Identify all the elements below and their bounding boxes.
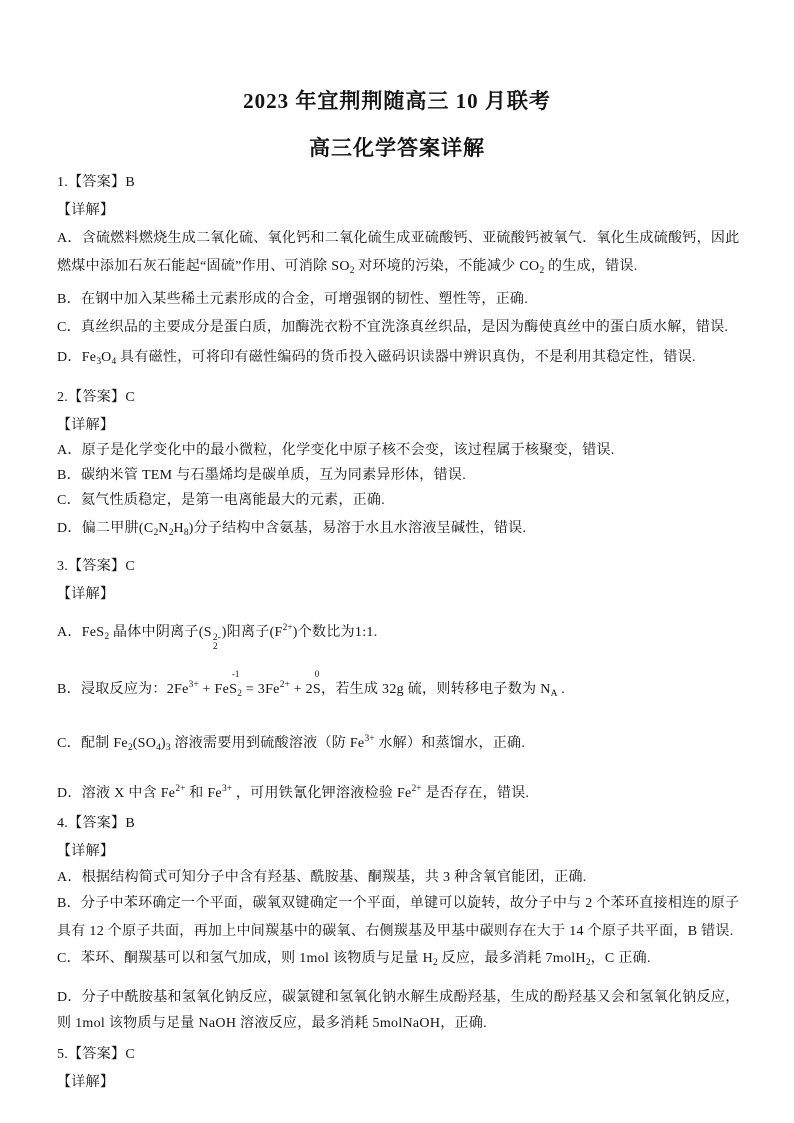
document-title: 2023 年宜荆荆随高三 10 月联考 [243,89,551,113]
stacked-charge-notation: 2- 2 [212,633,221,652]
answer-line [57,388,737,408]
oxidation-state-notation: -1 $S_2$ [229,669,242,699]
explanation-line: A．原子是化学变化中的最小微粒，化学变化中原子核不会变，该过程属于核聚变，错误. [57,443,615,458]
answer-letter: C [125,1047,135,1062]
detail-label: 【详解】 [57,1075,115,1090]
explanation-line: C．真丝织品的主要成分是蛋白质，加酶洗衣粉不宜洗涤真丝织品，是因为酶使真丝中的蛋白质水解，错误. [57,320,729,335]
answer-letter: C [125,559,135,574]
explanation-line: B．碳纳米管 TEM 与石墨烯均是碳单质，互为同素异形体，错误. [57,468,466,483]
document-subtitle: 高三化学答案详解 [309,136,485,160]
answer-label: 【答案】 [68,390,126,405]
answer-letter: B [125,816,135,831]
detail-label: 【详解】 [57,203,115,218]
answer-line [57,1045,737,1065]
explanation-line: D．溶液 X 中含 $Fe^{2+}$ 和 $Fe^{3+}$ ，可用铁氰化钾溶液检验 $Fe^{2+}$ 是否存在，错误. [57,784,530,801]
explanation-line: C．苯环、酮羰基可以和氢气加成，则 1mol 该物质与足量 $H_2$ 反应，最多消耗 7molH$_2$，C 正确. [57,951,651,968]
question-number: 4. [57,816,69,831]
explanation-line: 则 1mol 该物质与足量 NaOH 溶液反应，最多消耗 5molNaOH，正确. [57,1016,487,1031]
question-number: 3. [57,559,69,574]
answer-line [57,814,737,834]
explanation-line: B．在钢中加入某些稀土元素形成的合金，可增强钢的韧性、塑性等，正确. [57,292,529,307]
answer-line [57,173,737,193]
answer-letter: B [125,175,135,190]
answer-label: 【答案】 [68,1047,126,1062]
explanation-line: C．氦气性质稳定，是第一电离能最大的元素，正确. [57,493,386,508]
detail-label: 【详解】 [57,418,115,433]
explanation-line: D．分子中酰胺基和氢氧化钠反应，碳氯键和氢氧化钠水解生成酚羟基，生成的酚羟基又会和氢氧化钠反应， [57,990,740,1005]
explanation-line: D．偏二甲肼$(C_2N_2H_8)$分子结构中含氨基，易溶于水且水溶液呈碱性，错误. [57,521,527,538]
explanation-line: B．浸取反应为：$2Fe^{3+} + Fe$ -1 $S_2 = 3Fe^{2+} + 2$ 0 S，若生成 32g 硫，则转移电子数为 $N_A$ . [57,675,737,704]
answer-line [57,557,737,577]
question-number: 5. [57,1047,69,1062]
answers-list [57,173,740,1093]
answer-letter: C [125,390,135,405]
question-number: 1. [57,175,69,190]
explanation-line: A．根据结构简式可知分子中含有羟基、酰胺基、酮羰基，共 3 种含氧官能团，正确. [57,870,587,885]
explanation-line: B．分子中苯环确定一个平面，碳氧双键确定一个平面，单键可以旋转，故分子中与 2 个苯环直接相连的原子 [57,896,740,911]
explanation-line: A．FeS$_2$ 晶体中阴离子(S 2- 2 )阳离子$(F^{2+})$个数比为1:1. [57,623,378,652]
answer-label: 【答案】 [68,559,126,574]
explanation-line: 具有 12 个原子共面，再加上中间羰基中的碳氧、右侧羰基及甲基中碳则存在大于 14 个原子共平面，B 错误. [57,924,734,939]
explanation-line: D．$Fe_3O_4$ 具有磁性，可将印有磁性编码的货币投入磁码识读器中辨识真伪，不是利用其稳定性，错误. [57,350,696,367]
explanation-line: A．含硫燃料燃烧生成二氧化硫、氧化钙和二氧化硫生成亚硫酸钙、亚硫酸钙被氧气．氧化生成硫酸钙，因此 [57,231,740,246]
explanation-line: 燃煤中添加石灰石能起“固硫”作用、可消除 $SO_2$ 对环境的污染，不能减少 $CO_2$ 的生成，错误. [57,259,638,276]
question-number: 2. [57,390,69,405]
explanation-line: C．配制 $Fe_2(SO_4)_3$ 溶液需要用到硫酸溶液（防 $Fe^{3+}$ 水解）和蒸馏水，正确. [57,734,526,753]
detail-label: 【详解】 [57,587,115,602]
answer-label: 【答案】 [68,816,126,831]
oxidation-state-notation: 0 S [312,669,322,697]
answer-label: 【答案】 [68,175,126,190]
detail-label: 【详解】 [57,844,115,859]
